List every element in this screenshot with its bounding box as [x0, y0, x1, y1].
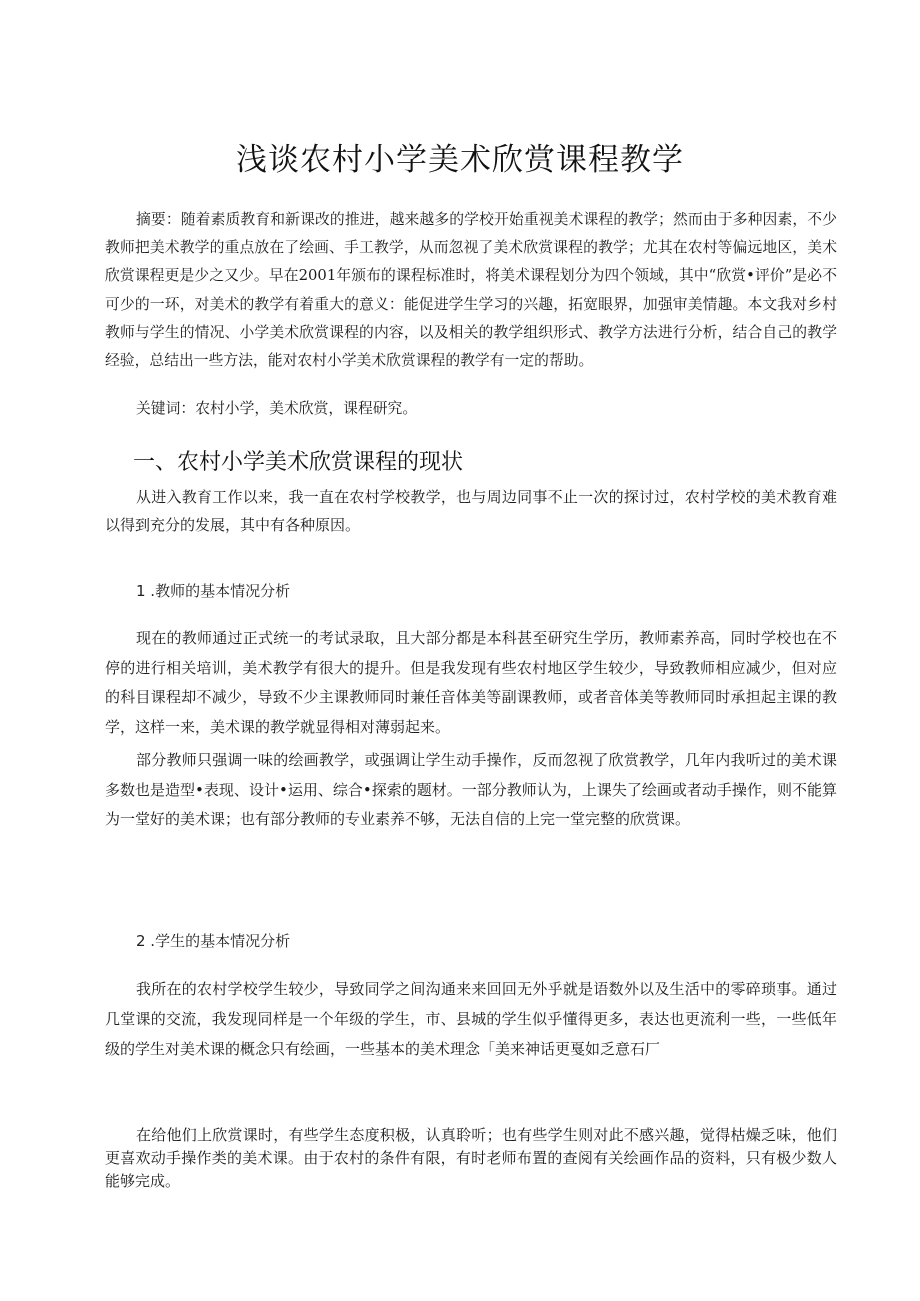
subsection-heading-teachers: 1 .教师的基本情况分析 — [136, 582, 291, 600]
teachers-paragraph-1-block — [105, 624, 837, 742]
keywords-line: 关键词：农村小学，美术欣赏，课程研究。 — [136, 400, 418, 417]
students-paragraph-2: 在给他们上欣赏课时，有些学生态度积极，认真聆听；也有些学生则对此不感兴趣，觉得枯燥乏味，他们更喜欢动手操作类的美术课。由于农村的条件有限，有时老师布置的查阅有关绘画作品的资料，只有极少数人能够完成。 — [105, 1126, 837, 1190]
teachers-paragraph-2-block — [105, 746, 837, 835]
section-intro-paragraph: 从进入教育工作以来，我一直在农村学校教学，也与周边同事不止一次的探讨过，农村学校的美术教育难以得到充分的发展，其中有各种原因。 — [105, 488, 837, 534]
section-intro-block — [105, 484, 837, 539]
document-title: 浅谈农村小学美术欣赏课程教学 — [236, 142, 684, 178]
section-heading: 一、农村小学美术欣赏课程的现状 — [133, 450, 464, 475]
abstract-block — [105, 206, 837, 375]
keywords-block — [105, 395, 837, 423]
teachers-paragraph-1: 现在的教师通过正式统一的考试录取，且大部分都是本科甚至研究生学历，教师素养高，同时学校也在不停的进行相关培训，美术教学有很大的提升。但是我发现有些农村地区学生较少，导致教师相应减少，但对应的科目课程却不减少，导致不少主课教师同时兼任音体美等副课教师，或者音体美等教师同时承担起主课的教学，这样一来，美术课的教学就显得相对薄弱起来。 — [105, 629, 837, 736]
abstract-paragraph: 摘要：随着素质教育和新课改的推进，越来越多的学校开始重视美术课程的教学；然而由于多种因素，不少教师把美术教学的重点放在了绘画、手工教学，从而忽视了美术欣赏课程的教学；尤其在农村等偏远地区，美术欣赏课程更是少之又少。早在2001年颁布的课程标准时，将美术课程划分为四个领域，其中“欣赏•评价”是必不可少的一环，对美术的教学有着重大的意义：能促进学生学习的兴趣，拓宽眼界，加强审美情趣。本文我对乡村教师与学生的情况、小学美术欣赏课程的内容，以及相关的教学组织形式、教学方法进行分析，结合自己的教学经验，总结出一些方法，能对农村小学美术欣赏课程的教学有一定的帮助。 — [105, 211, 837, 370]
teachers-paragraph-2: 部分教师只强调一味的绘画教学，或强调让学生动手操作，反而忽视了欣赏教学，几年内我听过的美术课多数也是造型•表现、设计•运用、综合•探索的题材。一部分教师认为，上课失了绘画或者动手操作，则不能算为一堂好的美术课；也有部分教师的专业素养不够，无法自信的上完一堂完整的欣赏课。 — [105, 751, 837, 828]
subsection-heading-students: 2 .学生的基本情况分析 — [136, 932, 291, 950]
students-paragraph-1-block — [105, 974, 837, 1064]
students-paragraph-2-block — [105, 1124, 837, 1193]
students-paragraph-1: 我所在的农村学校学生较少，导致同学之间沟通来来回回无外乎就是语数外以及生活中的零碎琐事。通过几堂课的交流，我发现同样是一个年级的学生，市、县城的学生似乎懂得更多，表达也更流利一些，一些低年级的学生对美术课的概念只有绘画，一些基本的美术理念「美来神话更戛如乏意石厂 — [105, 980, 837, 1058]
